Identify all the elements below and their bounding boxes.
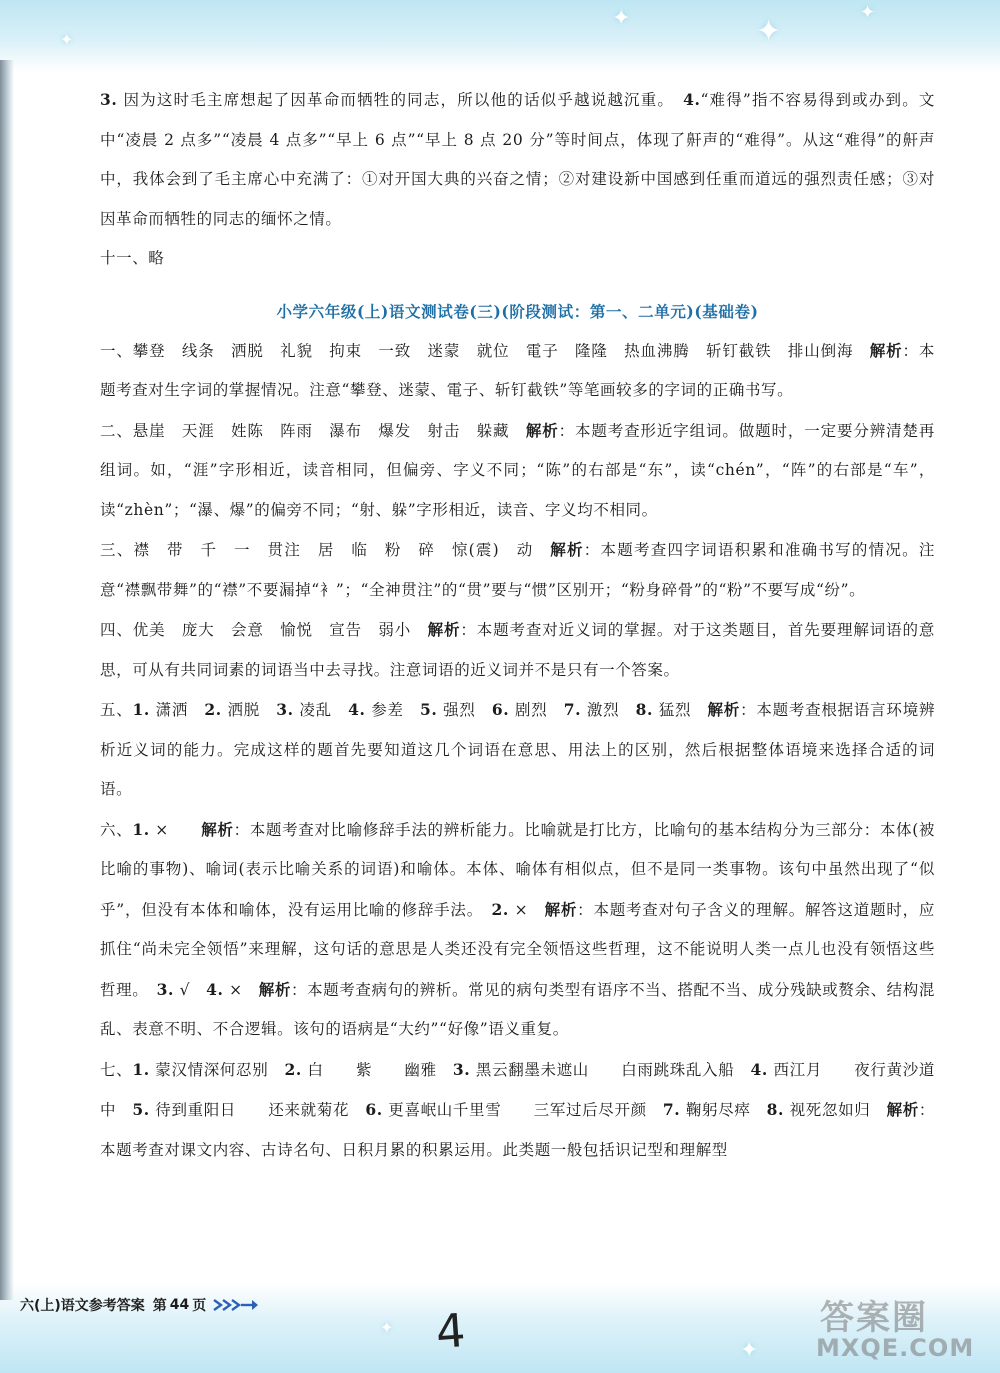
answer-text: 视死忽如归 [784,1101,887,1119]
watermark [812,1290,992,1368]
answer-text: 六、 [100,820,133,839]
answer-text: 更喜岷山千里雪 三军过后尽开颜 [382,1101,663,1119]
answer-text: 3. [452,1059,471,1079]
answer-content [100,80,935,1170]
answer-text: 激烈 [581,701,636,719]
answer-text: 待到重阳日 还来就菊花 [149,1101,366,1119]
answer-text: 解析 [525,420,559,440]
answer-text: × [149,820,202,839]
answer-paragraph-p-3-4 [100,80,935,239]
answer-text: ：本题考查对句子含义的理解。解答这道题时，应抓住“尚未完全领悟”来理解，这句话的意思是人类还没有完全领悟这些哲理，这不能说明人类一点儿也没有领悟这些哲理。 [100,900,935,999]
answer-text: 四、优美 庞大 会意 愉悦 宣告 弱小 [100,621,428,639]
answer-text: 二、悬崖 天涯 姓陈 阵雨 瀑布 爆发 射击 躲藏 [100,421,526,440]
footer-book-label: 六(上)语文参考答案 [20,1298,145,1314]
answer-text: 4. [206,979,224,999]
answer-text: “难得”指不容易得到或办到。文中“凌晨 2 点多”“凌晨 4 点多”“早上 6 点”“早上 8 点 20 分”等时间点，体现了鼾声的“难得”。从这“难得”的鼾声中，我体会到了毛主席心中充满了：①对开国大典的兴奋之情；②对建设新中国感到任重而道远的强烈责任感；③对因革命而牺牲的同志的缅怀之情。 [100,91,935,228]
answer-text: 6. [365,1100,383,1119]
answer-list [100,331,935,1171]
answer-text: 解析 [886,1100,919,1119]
sparkle-icon: ✦ [756,14,782,49]
handwritten-mark: 4 [434,1303,468,1359]
answer-text: 参差 [365,701,421,719]
answer-text: 潇洒 [149,701,205,719]
answer-text: 白 紫 幽雅 [301,1060,453,1079]
sparkle-icon: ✦ [60,30,74,49]
answer-text: 解析 [707,700,741,719]
answer-text: 解析 [201,819,234,839]
answer-text: 4. [348,700,366,719]
answer-text: 蒙汉情深何忍别 [149,1060,285,1079]
answer-paragraph-q2 [100,411,935,531]
answer-paragraph-q4 [100,610,935,690]
answer-text: 2. [284,1059,302,1079]
answer-text: 解析 [550,540,584,559]
answer-text: 五、 [100,701,133,719]
answer-text: 8. [766,1100,785,1119]
answer-text: 8. [635,700,654,719]
answer-text: ：本题考查对生字词的掌握情况。注意“攀登、迷蒙、電子、斩钉截铁”等笔画较多的字词的正确书写。 [100,341,936,399]
answer-text: 西江月 夜行黄沙道中 [100,1060,936,1119]
answer-text: 4. [683,90,701,109]
answer-text: 强烈 [437,701,492,719]
watermark-text: 答案圈 [820,1298,928,1338]
answer-text: 6. [491,700,510,719]
answer-text: ：本题考查病句的辨析。常见的病句类型有语序不当、搭配不当、成分残缺或赘余、结构混乱、表意不明、不合逻辑。该句的语病是“大约”“好像”语义重复。 [100,980,935,1038]
answer-text: 解析 [869,340,903,360]
footer-page-suffix: 页 [192,1298,207,1314]
sparkle-icon: ✦ [612,6,631,31]
answer-text: 一、攀登 线条 洒脱 礼貌 拘束 一致 迷蒙 就位 電子 隆隆 热血沸腾 斩钉截铁 排山倒海 [100,341,870,360]
answer-text: × [508,900,545,919]
answer-text: 因为这时毛主席想起了因革命而牺牲的同志，所以他的话似乎越说越沉重。 [117,91,684,109]
answer-text: 1. [132,819,150,839]
answer-text: 5. [132,1100,150,1119]
answer-paragraph-q6 [100,810,935,1050]
answer-text: ：本题考查对比喻修辞手法的辨析能力。比喻就是打比方，比喻句的基本结构分为三部分：本体(被比喻的事物)、喻词(表示比喻关系的词语)和喻体。本体、喻体有相似点，但不是同一类事物。该句中虽然出现了“似乎”，但没有本体和喻体，没有运用比喻的修辞手法。 [100,820,936,919]
answer-text: ：本题考查根据语言环境辨析近义词的能力。完成这样的题首先要知道这几个词语在意思、用法上的区别，然后根据整体语境来选择合适的词语。 [100,701,936,798]
answer-text: 凌乱 [293,701,349,719]
arrows-icon [212,1297,260,1313]
answer-paragraph-q5 [100,690,935,810]
answer-text: 7. [662,1100,681,1119]
answer-text: 解析 [544,899,578,919]
answer-paragraph-q1 [100,331,935,411]
answer-text: 4. [750,1059,768,1079]
sparkle-icon: ✦ [860,2,876,23]
answer-text: 3. [100,90,118,109]
answer-text: 7. [563,700,582,719]
section-title: 小学六年级(上)语文测试卷(三)(阶段测试：第一、二单元)(基础卷) [276,301,759,321]
page-edge-shadow [0,60,14,1300]
footer-page-prefix: 第 [152,1298,167,1314]
answer-paragraph-q3 [100,530,935,610]
answer-text: 洒脱 [221,701,277,719]
answer-text: ：本题考查形近字组词。做题时，一定要分辨清楚再组词。如，“涯”字形相近，读音相同，但偏旁、字义不同；“陈”的右部是“东”，读“chén”，“阵”的右部是“车”，读“zhèn”；“瀑、爆”的偏旁不同；“射、躲”字形相近，读音、字义均不相同。 [100,421,936,519]
answer-text: 三、襟 带 千 一 贯注 居 临 粉 碎 惊(震) 动 [100,541,551,559]
answer-text: 2. [491,899,509,919]
top-decorative-band [0,0,1000,72]
answer-text: 2. [204,700,222,719]
answer-text: ：本题考查四字词语积累和准确书写的情况。注意“襟飘带舞”的“襟”不要漏掉“衤”；“全神贯注”的“贯”要与“惯”区别开；“粉身碎骨”的“粉”不要写成“纷”。 [100,541,935,599]
answer-text: √ [174,980,207,999]
answer-text: 1. [132,700,150,719]
answer-text: 七、 [100,1060,133,1079]
answer-text: 1. [132,1059,150,1079]
watermark-url: MXQE.COM [816,1334,975,1362]
answer-text: ：本题考查对课文内容、古诗名句、日积月累的积累运用。此类题一般包括识记型和理解型 [100,1101,935,1159]
answer-text: 猛烈 [653,701,708,719]
answer-paragraph-q7 [100,1050,935,1171]
answer-text: 解析 [258,979,291,999]
footer-page-number: 44 [169,1297,190,1313]
answer-paragraph-p-11 [100,239,935,279]
sparkle-icon: ✦ [740,1338,759,1363]
sparkle-icon: ✦ [380,1318,394,1337]
answer-text: 3. [156,979,175,999]
page-footer [20,1293,260,1317]
answer-text: 十一、略 [100,249,165,267]
answer-text: × [223,980,259,999]
continued-answers [100,80,935,279]
answer-text: 解析 [427,620,461,639]
answer-text: ：本题考查对近义词的掌握。对于这类题目，首先要理解词语的意思，可从有共同词素的词语当中去寻找。注意词语的近义词并不是只有一个答案。 [100,621,936,679]
answer-text: 5. [420,700,438,719]
answer-text: 黑云翻墨未遮山 白雨跳珠乱入船 [470,1060,751,1079]
answer-text: 鞠躬尽瘁 [680,1101,767,1119]
answer-text: 剧烈 [509,701,564,719]
answer-text: 3. [276,700,294,719]
